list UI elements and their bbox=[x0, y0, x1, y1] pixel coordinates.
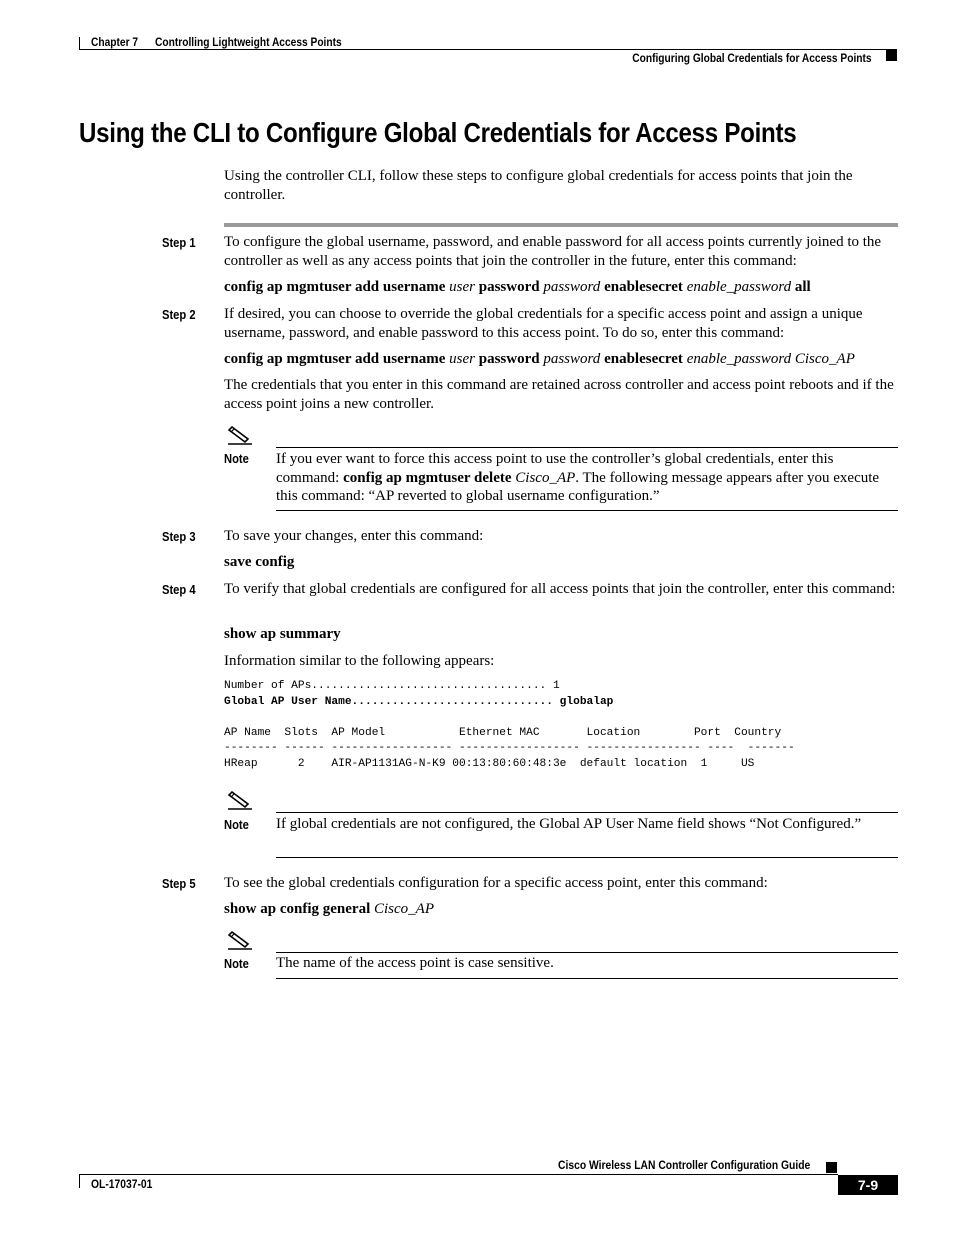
step-2-command: config ap mgmtuser add username user password password enablesecret enable_password Cisco_AP bbox=[224, 351, 855, 367]
code-table-dashes: -------- ------ ------------------ ------------------ ----------------- ---- ------- bbox=[224, 742, 795, 754]
pencil-note-icon bbox=[228, 425, 252, 445]
step-4-after: Information similar to the following appears: bbox=[224, 653, 495, 669]
step-4-label: Step 4 bbox=[162, 582, 196, 597]
note-2-bottom-rule bbox=[276, 857, 898, 858]
header-chapter: Chapter 7 Controlling Lightweight Access Points bbox=[91, 35, 342, 49]
step-3-text: To save your changes, enter this command: bbox=[224, 528, 484, 544]
header-square bbox=[886, 50, 897, 61]
footer-guide-title: Cisco Wireless LAN Controller Configuration Guide bbox=[557, 1158, 810, 1172]
note-3-top-rule bbox=[276, 952, 898, 953]
code-line: Number of APs................................... 1 bbox=[224, 680, 560, 692]
step-4-command: show ap summary bbox=[224, 626, 341, 642]
section-rule bbox=[224, 223, 898, 227]
code-table-row: HReap 2 AIR-AP1131AG-N-K9 00:13:80:60:48:3e default location 1 US bbox=[224, 757, 755, 770]
note-2-label: Note bbox=[224, 817, 249, 832]
step-5-text: To see the global credentials configuration for a specific access point, enter this command: bbox=[224, 875, 768, 891]
note-1-bottom-rule bbox=[276, 510, 898, 511]
pencil-note-icon bbox=[228, 790, 252, 810]
page-number: 7-9 bbox=[838, 1175, 898, 1195]
footer-bar bbox=[79, 1174, 80, 1188]
step-1-text: To configure the global username, password, and enable password for all access points currently joined to the controller as well as any access points that join the controller in the future, enter this command: bbox=[224, 234, 882, 269]
footer-doc-id: OL-17037-01 bbox=[91, 1177, 153, 1191]
code-table-header: AP Name Slots AP Model Ethernet MAC Location Port Country bbox=[224, 726, 782, 739]
step-3-command: save config bbox=[224, 554, 295, 570]
note-3-label: Note bbox=[224, 956, 249, 971]
note-1-top-rule bbox=[276, 447, 898, 448]
step-3-label: Step 3 bbox=[162, 529, 196, 544]
note-1-label: Note bbox=[224, 451, 249, 466]
note-3-bottom-rule bbox=[276, 978, 898, 979]
step-2-text: If desired, you can choose to override the global credentials for a specific access point and assign a unique username, password, and enable password to this access point. To do so, enter this command: bbox=[224, 306, 863, 341]
step-1-command: config ap mgmtuser add username user password password enablesecret enable_password all bbox=[224, 279, 811, 295]
step-1-label: Step 1 bbox=[162, 235, 196, 250]
step-5-command: show ap config general Cisco_AP bbox=[224, 901, 434, 917]
note-2-top-rule bbox=[276, 812, 898, 813]
step-5-label: Step 5 bbox=[162, 876, 196, 891]
note-3-text: The name of the access point is case sensitive. bbox=[276, 955, 554, 971]
footer-square bbox=[826, 1162, 837, 1173]
note-1-text: If you ever want to force this access point to use the controller’s global credentials, enter this command: config ap mgmtuser delete Cisco_AP. The following message appears after you execute this command: “AP reverted to global username configuration.” bbox=[276, 451, 880, 504]
cli-output bbox=[224, 679, 795, 772]
footer-rule bbox=[79, 1174, 838, 1175]
step-2-label: Step 2 bbox=[162, 307, 196, 322]
step-2-after: The credentials that you enter in this command are retained across controller and access point reboots and if the access point joins a new controller. bbox=[224, 377, 894, 412]
intro-paragraph: Using the controller CLI, follow these steps to configure global credentials for access points that join the controller. bbox=[224, 168, 853, 203]
header-section: Configuring Global Credentials for Access Points bbox=[632, 51, 872, 65]
step-4-text: To verify that global credentials are configured for all access points that join the controller, enter this command: bbox=[224, 581, 896, 597]
pencil-note-icon bbox=[228, 930, 252, 950]
header-rule bbox=[79, 49, 897, 50]
note-2-text: If global credentials are not configured, the Global AP User Name field shows “Not Configured.” bbox=[276, 816, 862, 832]
code-line-bold: Global AP User Name.............................. globalap bbox=[224, 695, 614, 708]
page-title: Using the CLI to Configure Global Credentials for Access Points bbox=[79, 117, 797, 148]
